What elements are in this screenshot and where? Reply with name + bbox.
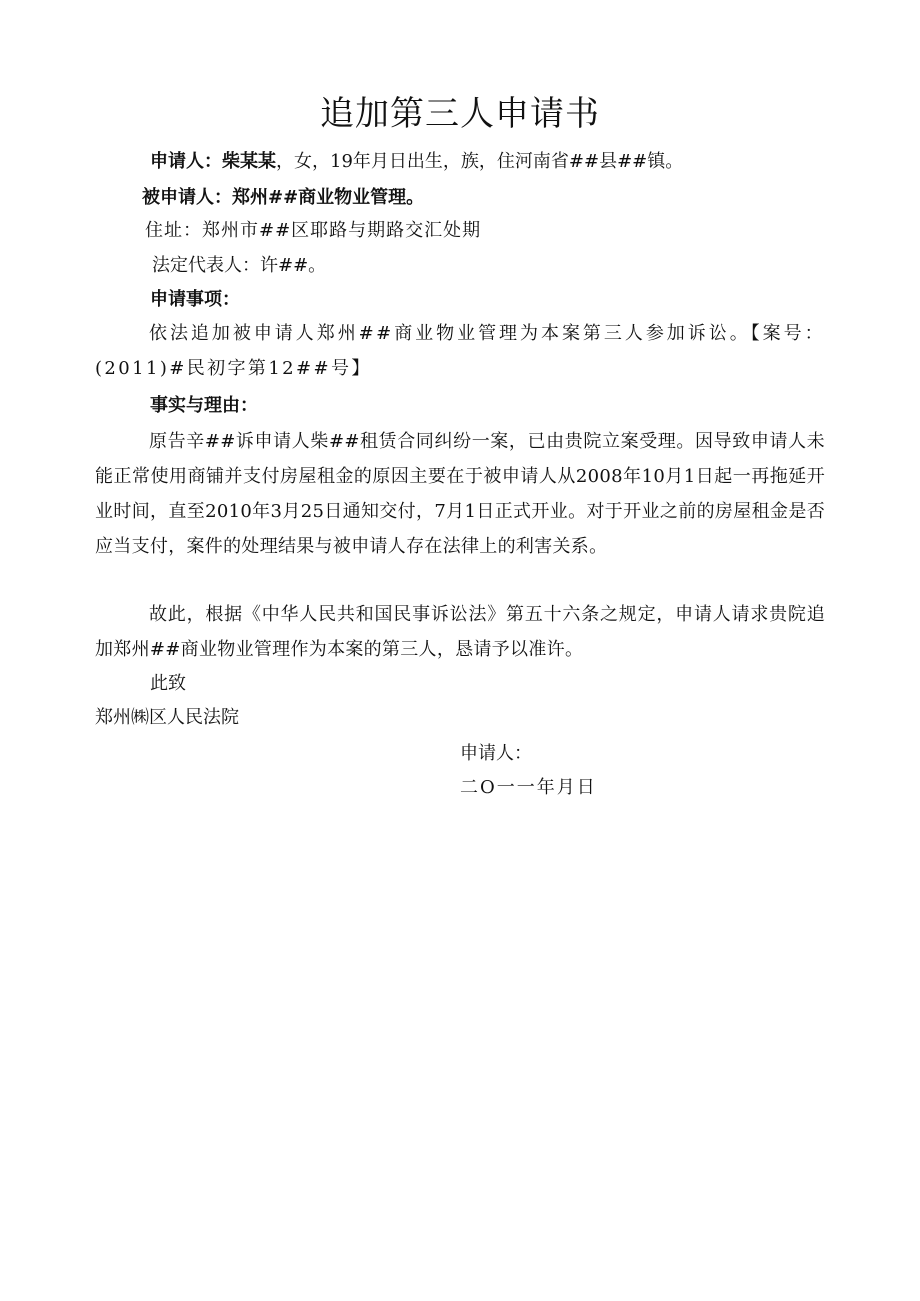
facts-heading: 事实与理由： bbox=[150, 395, 258, 416]
applicant-details: ，女，19年月日出生，族，住河南省##县##镇。 bbox=[276, 151, 684, 172]
respondent-address: 住址：郑州市##区耶路与期路交汇处期 bbox=[145, 220, 482, 241]
request-text: 依法追加被申请人郑州##商业物业管理为本案第三人参加诉讼。【案号：(2011)#民初字第12##号】 bbox=[95, 323, 825, 379]
applicant-label: 申请人：柴某某 bbox=[150, 151, 276, 172]
document-date: 二O一一年月日 bbox=[460, 777, 597, 798]
facts-paragraph-1: 原告辛##诉申请人柴##租赁合同纠纷一案，已由贵院立案受理。因导致申请人未能正常使用商铺并支付房屋租金的原因主要在于被申请人从2008年10月1日起一再拖延开业时间，直至2010年3月25日通知交付，7月1日正式开业。对于开业之前的房屋租金是否应当支付，案件的处理结果与被申请人存在法律上的利害关系。 bbox=[95, 431, 825, 557]
document-title: 追加第三人申请书 bbox=[320, 94, 600, 134]
request-heading: 申请事项： bbox=[150, 289, 240, 310]
applicant-line bbox=[150, 150, 683, 174]
court-name: 郑州㈱区人民法院 bbox=[95, 707, 239, 728]
closing-salutation: 此致 bbox=[150, 673, 186, 694]
facts-paragraph-2: 故此，根据《中华人民共和国民事诉讼法》第五十六条之规定，申请人请求贵院追加郑州##商业物业管理作为本案的第三人，恳请予以准许。 bbox=[95, 604, 825, 660]
respondent-legal-rep: 法定代表人：许##。 bbox=[152, 255, 327, 276]
signature-label: 申请人： bbox=[460, 743, 532, 764]
respondent-label: 被申请人：郑州##商业物业管理。 bbox=[142, 187, 425, 208]
